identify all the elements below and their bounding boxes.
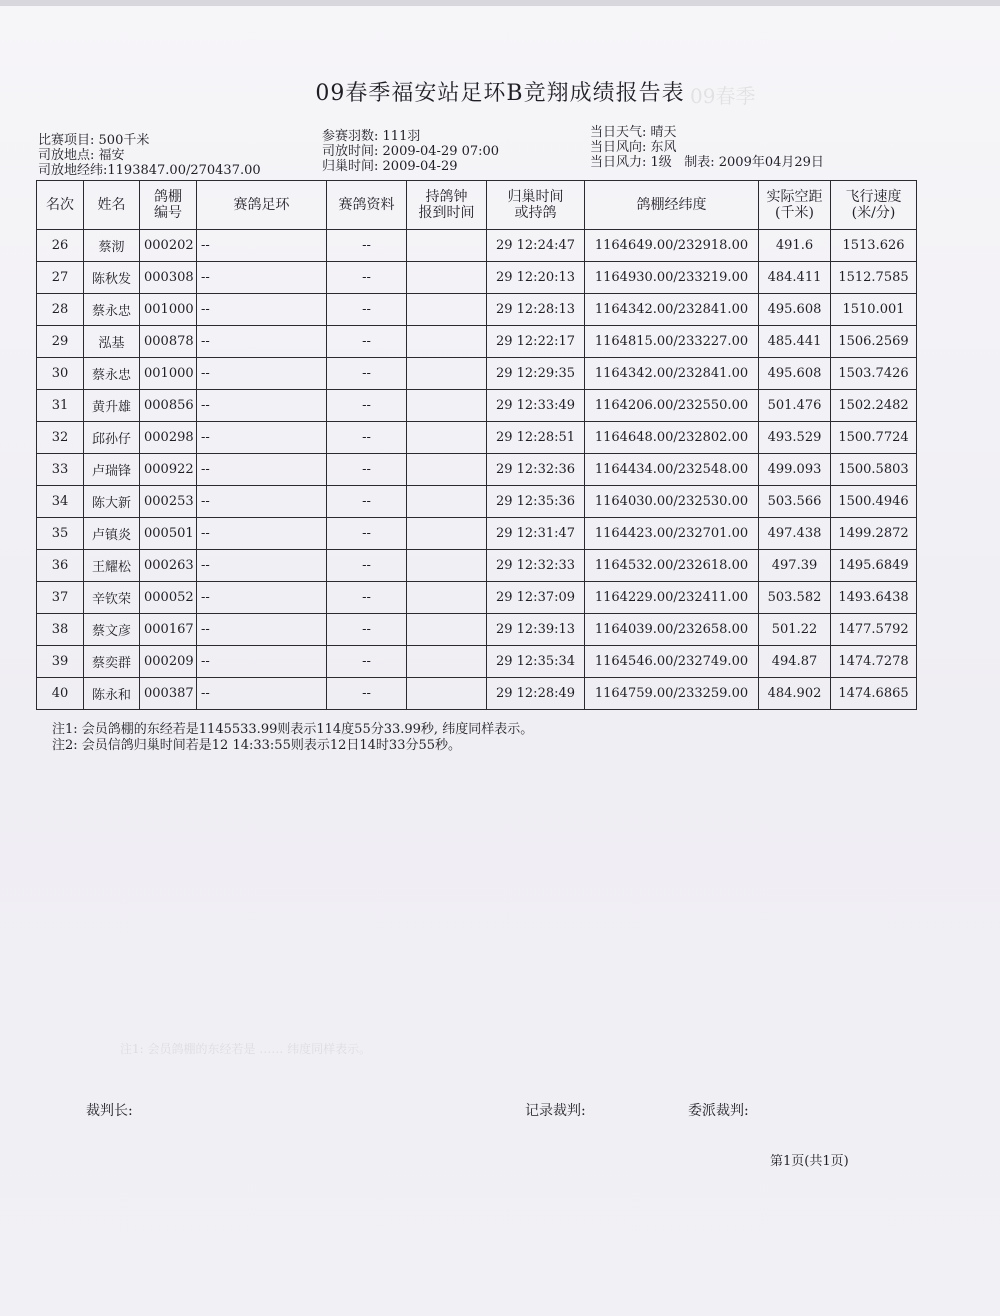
- cell-arrival: 29 12:33:49: [487, 390, 585, 422]
- cell-distance: 497.39: [759, 550, 831, 582]
- cell-coords: 1164206.00/232550.00: [585, 390, 759, 422]
- cell-info: --: [327, 550, 407, 582]
- cell-loft: 000856: [140, 390, 197, 422]
- cell-clock: [407, 358, 487, 390]
- cell-ring: --: [197, 614, 327, 646]
- cell-ring: --: [197, 422, 327, 454]
- cell-ring: --: [197, 390, 327, 422]
- meta-middle: [322, 129, 499, 174]
- cell-distance: 503.582: [759, 582, 831, 614]
- table-row: [37, 294, 917, 326]
- cell-name: 黄升雄: [84, 390, 140, 422]
- header-clock: 持鸽钟 报到时间: [407, 181, 487, 230]
- cell-speed: 1474.6865: [831, 678, 917, 710]
- cell-coords: 1164532.00/232618.00: [585, 550, 759, 582]
- cell-arrival: 29 12:31:47: [487, 518, 585, 550]
- cell-rank: 33: [37, 454, 84, 486]
- release-place-label: 司放地点:: [38, 148, 95, 163]
- header-ring: 赛鸽足环: [197, 181, 327, 230]
- cell-distance: 497.438: [759, 518, 831, 550]
- cell-distance: 503.566: [759, 486, 831, 518]
- cell-coords: 1164342.00/232841.00: [585, 358, 759, 390]
- cell-distance: 485.441: [759, 326, 831, 358]
- cell-rank: 34: [37, 486, 84, 518]
- table-row: [37, 678, 917, 710]
- cell-info: --: [327, 582, 407, 614]
- cell-rank: 35: [37, 518, 84, 550]
- cell-arrival: 29 12:28:49: [487, 678, 585, 710]
- table-row: [37, 550, 917, 582]
- cell-name: 蔡永忠: [84, 294, 140, 326]
- cell-loft: 000052: [140, 582, 197, 614]
- header-name: 姓名: [84, 181, 140, 230]
- cell-distance: 484.411: [759, 262, 831, 294]
- cell-speed: 1493.6438: [831, 582, 917, 614]
- cell-rank: 36: [37, 550, 84, 582]
- header-speed: 飞行速度 (米/分): [831, 181, 917, 230]
- cell-ring: --: [197, 486, 327, 518]
- cell-rank: 40: [37, 678, 84, 710]
- cell-info: --: [327, 262, 407, 294]
- cell-loft: 001000: [140, 294, 197, 326]
- cell-loft: 000202: [140, 230, 197, 262]
- cell-name: 卢瑞锋: [84, 454, 140, 486]
- return-time-label: 归巢时间:: [322, 159, 379, 174]
- cell-distance: 495.608: [759, 358, 831, 390]
- cell-coords: 1164648.00/232802.00: [585, 422, 759, 454]
- table-row: [37, 518, 917, 550]
- cell-rank: 31: [37, 390, 84, 422]
- cell-ring: --: [197, 550, 327, 582]
- bleed-through-text: 09春季: [690, 84, 756, 108]
- delegate-judge-label: 委派裁判:: [688, 1103, 749, 1119]
- cell-arrival: 29 12:20:13: [487, 262, 585, 294]
- cell-speed: 1513.626: [831, 230, 917, 262]
- cell-clock: [407, 486, 487, 518]
- cell-clock: [407, 262, 487, 294]
- event-label: 比赛项目:: [38, 133, 95, 148]
- cell-coords: 1164039.00/232658.00: [585, 614, 759, 646]
- cell-ring: --: [197, 358, 327, 390]
- cell-info: --: [327, 678, 407, 710]
- cell-clock: [407, 294, 487, 326]
- cell-arrival: 29 12:28:13: [487, 294, 585, 326]
- made-value: 2009年04月29日: [718, 155, 824, 170]
- header-info: 赛鸽资料: [327, 181, 407, 230]
- cell-loft: 000878: [140, 326, 197, 358]
- cell-loft: 000922: [140, 454, 197, 486]
- table-row: [37, 486, 917, 518]
- cell-arrival: 29 12:28:51: [487, 422, 585, 454]
- cell-coords: 1164434.00/232548.00: [585, 454, 759, 486]
- table-row: [37, 230, 917, 262]
- release-time-label: 司放时间:: [322, 144, 379, 159]
- cell-distance: 494.87: [759, 646, 831, 678]
- table-row: [37, 358, 917, 390]
- recording-judge-label: 记录裁判:: [525, 1103, 586, 1119]
- cell-distance: 501.22: [759, 614, 831, 646]
- cell-clock: [407, 422, 487, 454]
- cell-speed: 1500.5803: [831, 454, 917, 486]
- cell-loft: 000501: [140, 518, 197, 550]
- cell-clock: [407, 582, 487, 614]
- cell-loft: 000298: [140, 422, 197, 454]
- cell-distance: 493.529: [759, 422, 831, 454]
- cell-arrival: 29 12:35:34: [487, 646, 585, 678]
- cell-ring: --: [197, 294, 327, 326]
- cell-ring: --: [197, 646, 327, 678]
- release-coords-value: 1193847.00/270437.00: [107, 163, 261, 178]
- cell-coords: 1164649.00/232918.00: [585, 230, 759, 262]
- cell-name: 泓基: [84, 326, 140, 358]
- cell-arrival: 29 12:37:09: [487, 582, 585, 614]
- cell-distance: 501.476: [759, 390, 831, 422]
- report-title: 09春季福安站足环B竞翔成绩报告表: [315, 81, 685, 106]
- cell-info: --: [327, 454, 407, 486]
- cell-ring: --: [197, 326, 327, 358]
- wind-dir-label: 当日风向:: [590, 140, 647, 155]
- cell-loft: 000263: [140, 550, 197, 582]
- cell-coords: 1164815.00/233227.00: [585, 326, 759, 358]
- event-value: 500千米: [98, 133, 150, 148]
- cell-name: 王耀松: [84, 550, 140, 582]
- birds-label: 参赛羽数:: [322, 129, 379, 144]
- cell-name: 陈秋发: [84, 262, 140, 294]
- wind-force-value: 1级: [650, 155, 672, 170]
- cell-speed: 1503.7426: [831, 358, 917, 390]
- cell-name: 蔡永忠: [84, 358, 140, 390]
- wind-force-label: 当日风力:: [590, 155, 647, 170]
- cell-arrival: 29 12:39:13: [487, 614, 585, 646]
- table-row: [37, 614, 917, 646]
- table-row: [37, 422, 917, 454]
- cell-arrival: 29 12:24:47: [487, 230, 585, 262]
- cell-rank: 30: [37, 358, 84, 390]
- scan-edge: [0, 0, 1000, 6]
- notes: [52, 722, 533, 754]
- wind-dir-value: 东风: [650, 140, 677, 155]
- cell-speed: 1500.7724: [831, 422, 917, 454]
- cell-clock: [407, 550, 487, 582]
- cell-ring: --: [197, 262, 327, 294]
- cell-coords: 1164229.00/232411.00: [585, 582, 759, 614]
- cell-name: 蔡文彦: [84, 614, 140, 646]
- chief-judge-label: 裁判长:: [86, 1103, 133, 1119]
- release-time-value: 2009-04-29 07:00: [382, 144, 500, 159]
- cell-ring: --: [197, 454, 327, 486]
- cell-speed: 1502.2482: [831, 390, 917, 422]
- cell-name: 卢镇炎: [84, 518, 140, 550]
- cell-loft: 000308: [140, 262, 197, 294]
- cell-arrival: 29 12:22:17: [487, 326, 585, 358]
- cell-speed: 1495.6849: [831, 550, 917, 582]
- cell-loft: 000387: [140, 678, 197, 710]
- cell-rank: 39: [37, 646, 84, 678]
- cell-clock: [407, 326, 487, 358]
- table-row: [37, 390, 917, 422]
- cell-info: --: [327, 422, 407, 454]
- header-coords: 鸽棚经纬度: [585, 181, 759, 230]
- cell-arrival: 29 12:29:35: [487, 358, 585, 390]
- table-row: [37, 454, 917, 486]
- cell-arrival: 29 12:32:36: [487, 454, 585, 486]
- cell-arrival: 29 12:35:36: [487, 486, 585, 518]
- cell-distance: 491.6: [759, 230, 831, 262]
- table-row: [37, 646, 917, 678]
- header-arrival: 归巢时间 或持鸽: [487, 181, 585, 230]
- page-number: 第1页(共1页): [770, 1154, 849, 1169]
- cell-info: --: [327, 390, 407, 422]
- table-row: [37, 262, 917, 294]
- cell-clock: [407, 230, 487, 262]
- cell-info: --: [327, 646, 407, 678]
- cell-rank: 28: [37, 294, 84, 326]
- return-time-value: 2009-04-29: [382, 159, 458, 174]
- cell-rank: 26: [37, 230, 84, 262]
- cell-info: --: [327, 230, 407, 262]
- cell-clock: [407, 614, 487, 646]
- note-1: 注1: 会员鸽棚的东经若是1145533.99则表示114度55分33.99秒, 纬度同样表示。: [52, 722, 534, 737]
- cell-clock: [407, 390, 487, 422]
- cell-name: 蔡奕群: [84, 646, 140, 678]
- cell-distance: 484.902: [759, 678, 831, 710]
- cell-loft: 000209: [140, 646, 197, 678]
- header-distance: 实际空距 (千米): [759, 181, 831, 230]
- cell-speed: 1506.2569: [831, 326, 917, 358]
- cell-name: 蔡沏: [84, 230, 140, 262]
- cell-name: 辛钦荣: [84, 582, 140, 614]
- cell-name: 邱孙仔: [84, 422, 140, 454]
- birds-value: 111羽: [382, 129, 421, 144]
- cell-coords: 1164546.00/232749.00: [585, 646, 759, 678]
- cell-coords: 1164342.00/232841.00: [585, 294, 759, 326]
- cell-name: 陈大新: [84, 486, 140, 518]
- cell-clock: [407, 678, 487, 710]
- cell-loft: 001000: [140, 358, 197, 390]
- cell-info: --: [327, 614, 407, 646]
- cell-ring: --: [197, 518, 327, 550]
- cell-rank: 32: [37, 422, 84, 454]
- cell-ring: --: [197, 678, 327, 710]
- cell-rank: 38: [37, 614, 84, 646]
- cell-clock: [407, 454, 487, 486]
- release-coords-label: 司放地经纬:: [38, 163, 108, 178]
- meta-right: [590, 125, 824, 170]
- cell-clock: [407, 646, 487, 678]
- table-row: [37, 326, 917, 358]
- cell-arrival: 29 12:32:33: [487, 550, 585, 582]
- cell-rank: 29: [37, 326, 84, 358]
- weather-label: 当日天气:: [590, 125, 647, 140]
- cell-rank: 27: [37, 262, 84, 294]
- cell-speed: 1510.001: [831, 294, 917, 326]
- cell-rank: 37: [37, 582, 84, 614]
- cell-speed: 1500.4946: [831, 486, 917, 518]
- cell-coords: 1164759.00/233259.00: [585, 678, 759, 710]
- table-row: [37, 582, 917, 614]
- cell-speed: 1499.2872: [831, 518, 917, 550]
- cell-name: 陈永和: [84, 678, 140, 710]
- cell-clock: [407, 518, 487, 550]
- cell-info: --: [327, 326, 407, 358]
- cell-loft: 000253: [140, 486, 197, 518]
- cell-info: --: [327, 294, 407, 326]
- cell-coords: 1164030.00/232530.00: [585, 486, 759, 518]
- header-loft-no: 鸽棚 编号: [140, 181, 197, 230]
- cell-speed: 1512.7585: [831, 262, 917, 294]
- bleed-through-text: 注1: 会员鸽棚的东经若是 …… 纬度同样表示。: [120, 1042, 372, 1056]
- cell-info: --: [327, 518, 407, 550]
- header-rank: 名次: [37, 181, 84, 230]
- table-header-row: [37, 181, 917, 230]
- cell-info: --: [327, 358, 407, 390]
- cell-distance: 499.093: [759, 454, 831, 486]
- cell-speed: 1474.7278: [831, 646, 917, 678]
- cell-speed: 1477.5792: [831, 614, 917, 646]
- cell-coords: 1164930.00/233219.00: [585, 262, 759, 294]
- cell-distance: 495.608: [759, 294, 831, 326]
- weather-value: 晴天: [650, 125, 677, 140]
- made-label: 制表:: [684, 155, 715, 170]
- results-table: [36, 180, 917, 710]
- cell-loft: 000167: [140, 614, 197, 646]
- cell-ring: --: [197, 230, 327, 262]
- cell-info: --: [327, 486, 407, 518]
- release-place-value: 福安: [98, 148, 125, 163]
- meta-left: [38, 133, 261, 178]
- cell-ring: --: [197, 582, 327, 614]
- note-2: 注2: 会员信鸽归巢时间若是12 14:33:55则表示12日14时33分55秒。: [52, 738, 462, 753]
- cell-coords: 1164423.00/232701.00: [585, 518, 759, 550]
